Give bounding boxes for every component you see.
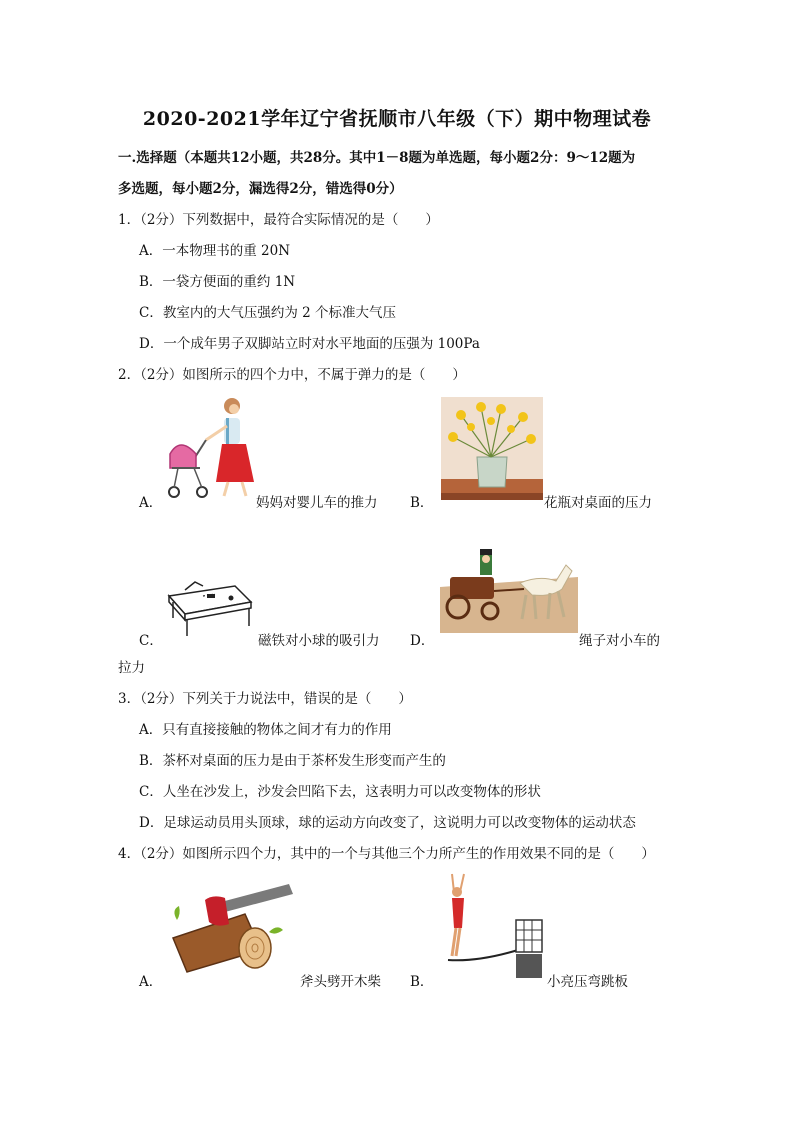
question-3-stem: 3．（2分）下列关于力说法中，错误的是（ ） bbox=[118, 691, 412, 707]
page-title: 2020-2021学年辽宁省抚顺市八年级（下）期中物理试卷 bbox=[142, 108, 652, 130]
question-1-option-b: B．一袋方便面的重约 1N bbox=[139, 274, 296, 290]
question-2-option-b-letter: B． bbox=[410, 495, 434, 511]
question-3-option-d: D．足球运动员用头顶球，球的运动方向改变了，这说明力可以改变物体的运动状态 bbox=[139, 815, 636, 831]
question-2-option-a-letter: A． bbox=[139, 495, 163, 511]
question-3-option-a: A．只有直接接触的物体之间才有力的作用 bbox=[139, 722, 392, 738]
question-1-option-c: C．教室内的大气压强约为 2 个标准大气压 bbox=[139, 305, 397, 321]
question-4-option-b-letter: B． bbox=[410, 974, 434, 990]
question-2-option-d-continuation: 拉力 bbox=[118, 660, 145, 676]
question-3-option-b: B．茶杯对桌面的压力是由于茶杯发生形变而产生的 bbox=[139, 753, 446, 769]
question-3-option-c: C．人坐在沙发上，沙发会凹陷下去，这表明力可以改变物体的形状 bbox=[139, 784, 541, 800]
question-2-stem: 2．（2分）如图所示的四个力中，不属于弹力的是（ ） bbox=[118, 367, 466, 383]
question-2-option-c-letter: C． bbox=[139, 633, 163, 649]
flower-vase-illustration bbox=[441, 397, 543, 500]
question-4-stem: 4．（2分）如图所示四个力，其中的一个与其他三个力所产生的作用效果不同的是（ ） bbox=[118, 846, 655, 862]
question-4-option-b-text: 小亮压弯跳板 bbox=[547, 974, 628, 990]
section-header-line1: 一.选择题（本题共12小题，共28分。其中1－8题为单选题，每小题2分：9～12题为 bbox=[118, 150, 636, 166]
question-2-option-d-text: 绳子对小车的 bbox=[579, 633, 660, 649]
diving-board-illustration bbox=[438, 872, 546, 980]
section-header-line2: 多选题，每小题2分，漏选得2分，错选得0分） bbox=[118, 181, 403, 197]
question-2-option-c-text: 磁铁对小球的吸引力 bbox=[258, 633, 380, 649]
question-1-option-d: D．一个成年男子双脚站立时对水平地面的压强为 100Pa bbox=[139, 336, 480, 352]
axe-log-illustration bbox=[165, 880, 297, 980]
magnet-ball-illustration bbox=[165, 574, 255, 639]
question-1-option-a: A．一本物理书的重 20N bbox=[139, 243, 291, 259]
question-4-option-a-letter: A． bbox=[139, 974, 163, 990]
question-1-stem: 1．（2分）下列数据中，最符合实际情况的是（ ） bbox=[118, 212, 439, 228]
question-4-option-a-text: 斧头劈开木柴 bbox=[300, 974, 381, 990]
question-2-option-d-letter: D． bbox=[410, 633, 435, 649]
question-2-option-b-text: 花瓶对桌面的压力 bbox=[544, 495, 652, 511]
horse-carriage-illustration bbox=[440, 547, 578, 633]
mother-stroller-illustration bbox=[162, 396, 257, 500]
question-2-option-a-text: 妈妈对婴儿车的推力 bbox=[256, 495, 378, 511]
